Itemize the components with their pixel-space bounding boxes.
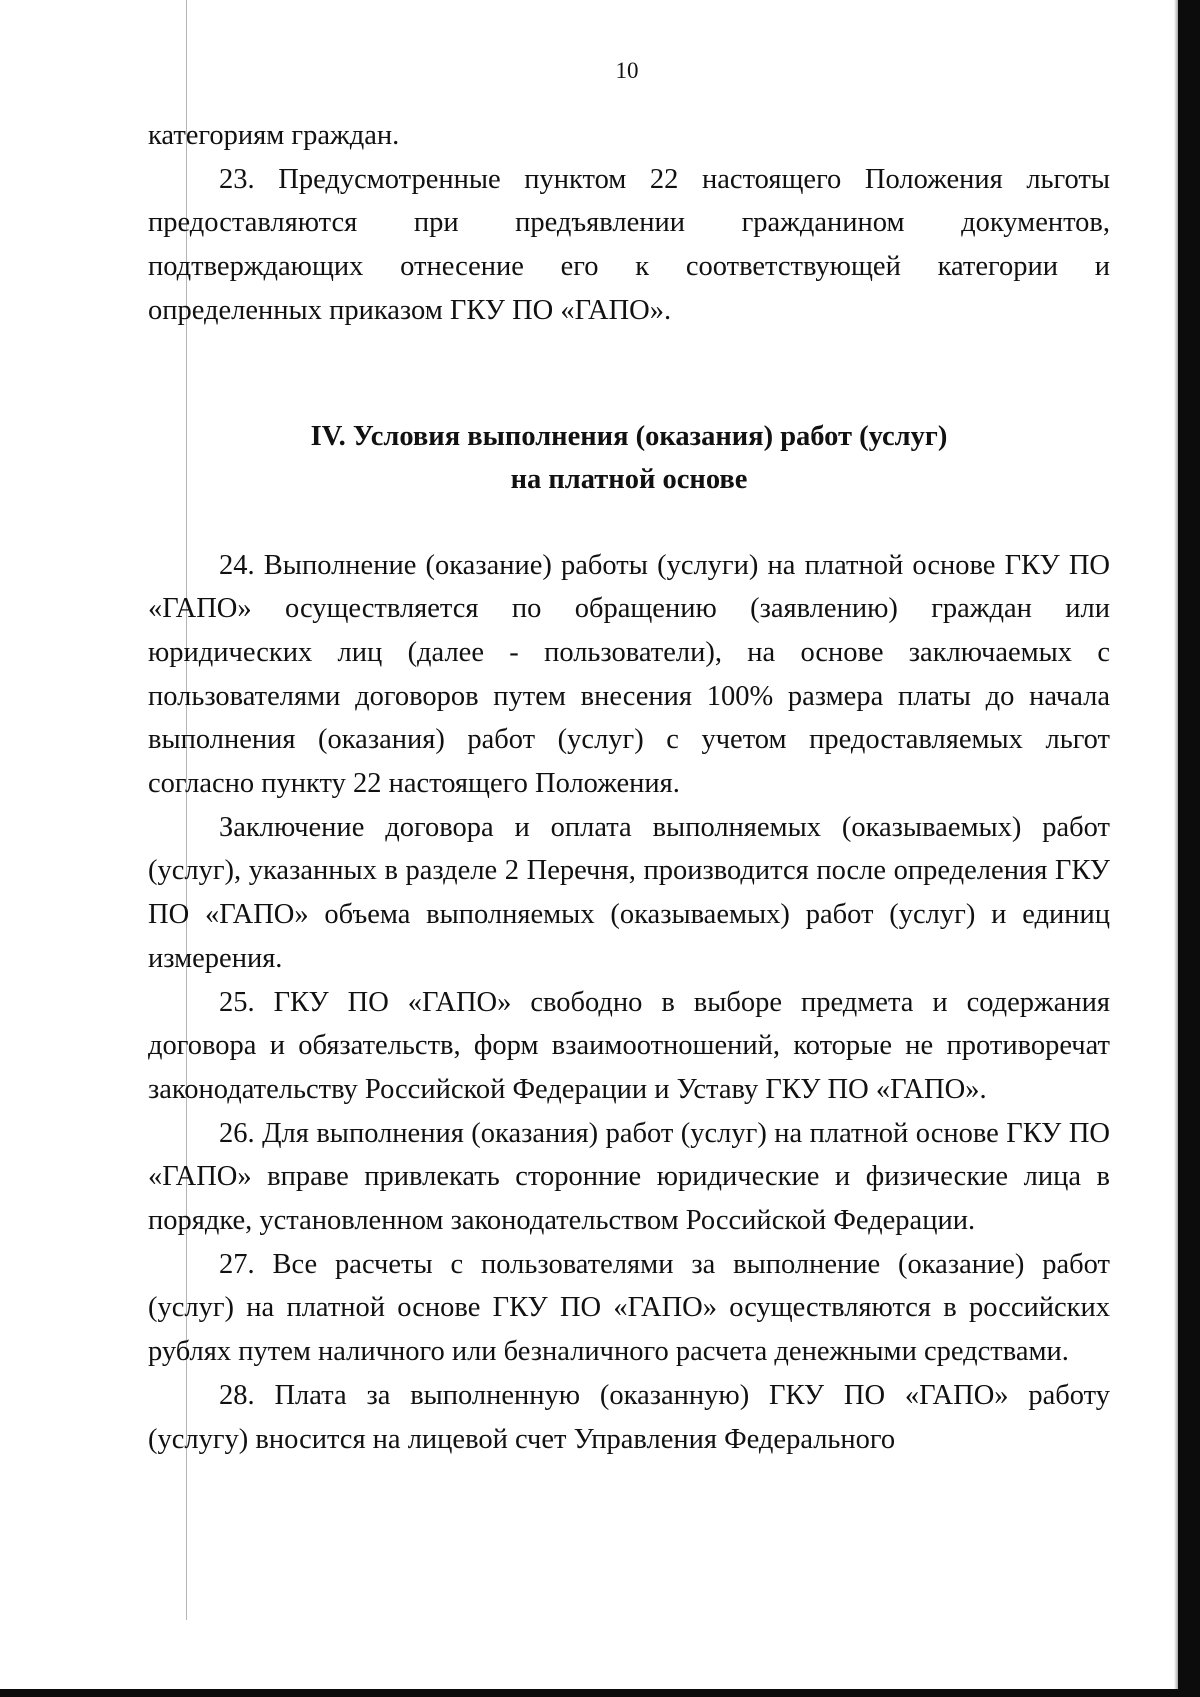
paragraph-27: 27. Все расчеты с пользователями за выполнение (оказание) работ (услуг) на платной основе ГКУ ПО «ГАПО» осуществляются в российских рублях путем наличного или безналичного расчета денежными средствами. xyxy=(148,1248,1110,1368)
paragraph-23: 23. Предусмотренные пунктом 22 настоящего Положения льготы предоставляются при предъявлении гражданином документов, подтверждающих отнесение его к соответствующей категории и определенных приказом ГКУ ПО «ГАПО». xyxy=(148,163,1110,326)
paragraph-28: 28. Плата за выполненную (оказанную) ГКУ ПО «ГАПО» работу (услугу) вносится на лицевой счет Управления Федерального xyxy=(148,1379,1110,1455)
paragraph-continuation: категориям граждан. xyxy=(148,120,400,151)
page-number: 10 xyxy=(615,58,639,83)
section-heading-line1: IV. Условия выполнения (оказания) работ (услуг) xyxy=(310,420,948,452)
document-body xyxy=(148,114,1110,1461)
section-heading-line2: на платной основе xyxy=(510,463,748,495)
paragraph-26: 26. Для выполнения (оказания) работ (услуг) на платной основе ГКУ ПО «ГАПО» вправе привлекать сторонние юридические и физические лица в порядке, установленном законодательством Российской Федерации. xyxy=(148,1117,1110,1237)
paragraph-24: 24. Выполнение (оказание) работы (услуги) на платной основе ГКУ ПО «ГАПО» осуществляется по обращению (заявлению) граждан или юридических лиц (далее - пользователи), на основе заключаемых с пользователями договоров путем внесения 100% размера платы до начала выполнения (оказания) работ (услуг) с учетом предоставляемых льгот согласно пункту 22 настоящего Положения. xyxy=(148,549,1110,800)
scan-right-edge xyxy=(1178,0,1200,1697)
paragraph-24-contract: Заключение договора и оплата выполняемых (оказываемых) работ (услуг), указанных в разделе 2 Перечня, производится после определения ГКУ ПО «ГАПО» объема выполняемых (оказываемых) работ (услуг) и единиц измерения. xyxy=(148,811,1110,974)
scan-bottom-edge xyxy=(0,1689,1200,1697)
section-heading xyxy=(148,415,1110,501)
paragraph-25: 25. ГКУ ПО «ГАПО» свободно в выборе предмета и содержания договора и обязательств, форм взаимоотношений, которые не противоречат законодательству Российской Федерации и Уставу ГКУ ПО «ГАПО». xyxy=(148,986,1110,1105)
